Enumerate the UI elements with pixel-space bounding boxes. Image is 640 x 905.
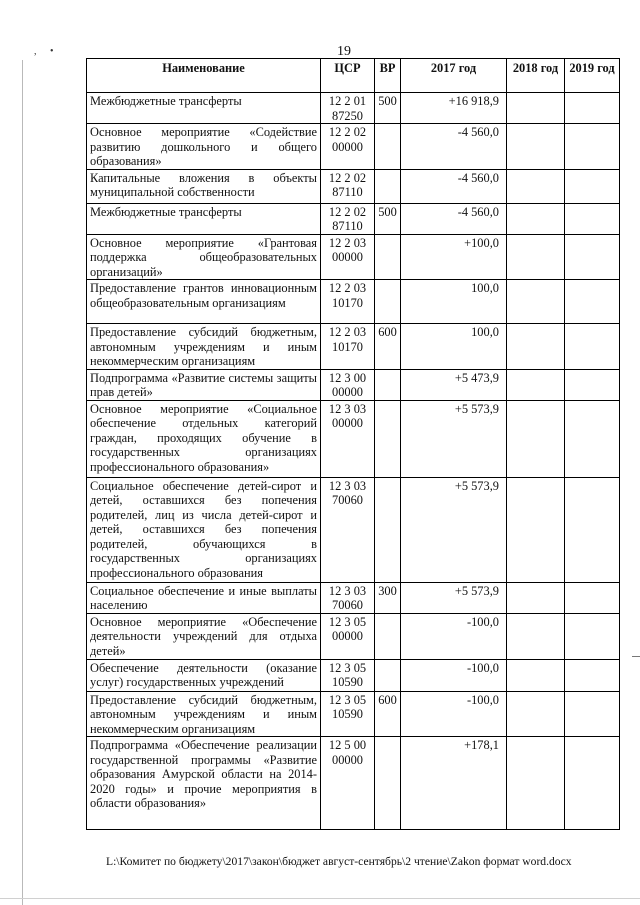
row-name: Основное мероприятие «Содействие развитию дошкольного и общего образования»	[87, 124, 321, 170]
row-vr	[375, 369, 401, 400]
row-2019	[565, 477, 620, 582]
row-name: Предоставление субсидий бюджетным, автономным учреждениям и иным некоммерческим организациям	[87, 691, 321, 737]
row-vr	[375, 280, 401, 324]
row-2017: -4 560,0	[401, 203, 507, 234]
row-2019	[565, 93, 620, 124]
row-name: Основное мероприятие «Социальное обеспечение отдельных категорий граждан, проходящих обучение в государственных организациях профессионального образования»	[87, 400, 321, 477]
row-vr: 300	[375, 582, 401, 613]
row-name: Социальное обеспечение детей-сирот и детей, оставшихся без попечения родителей, лиц из числа детей-сирот и детей, оставшихся без попечения родителей, обучающихся в государственных организациях профессионального образования	[87, 477, 321, 582]
row-name: Основное мероприятие «Грантовая поддержка общеобразовательных организаций»	[87, 234, 321, 280]
table-row	[87, 93, 620, 124]
row-name: Социальное обеспечение и иные выплаты населению	[87, 582, 321, 613]
row-vr	[375, 124, 401, 170]
row-2018	[507, 203, 565, 234]
table-row	[87, 324, 620, 370]
header-2019: 2019 год	[565, 59, 620, 93]
row-2019	[565, 280, 620, 324]
header-row	[87, 59, 620, 93]
row-2017: 100,0	[401, 324, 507, 370]
row-2017: -100,0	[401, 659, 507, 691]
header-2018: 2018 год	[507, 59, 565, 93]
row-name: Предоставление грантов инновационным общеобразовательным организациям	[87, 280, 321, 324]
row-2018	[507, 582, 565, 613]
row-vr	[375, 477, 401, 582]
row-vr: 600	[375, 691, 401, 737]
row-2017: 100,0	[401, 280, 507, 324]
table-row	[87, 737, 620, 830]
row-vr	[375, 659, 401, 691]
header-2017: 2017 год	[401, 59, 507, 93]
row-2018	[507, 400, 565, 477]
table-row	[87, 203, 620, 234]
row-2018	[507, 234, 565, 280]
row-2019	[565, 613, 620, 659]
row-2019	[565, 324, 620, 370]
row-2019	[565, 737, 620, 830]
scan-bottom-edge	[0, 898, 640, 899]
table-row	[87, 613, 620, 659]
row-2017: +16 918,9	[401, 93, 507, 124]
row-2017: +5 573,9	[401, 582, 507, 613]
row-2018	[507, 691, 565, 737]
row-2018	[507, 280, 565, 324]
row-csr: 12 2 03 10170	[321, 280, 375, 324]
row-2017: +5 473,9	[401, 369, 507, 400]
row-2018	[507, 93, 565, 124]
row-vr	[375, 400, 401, 477]
table-row	[87, 234, 620, 280]
row-2019	[565, 659, 620, 691]
page-number: 19	[337, 44, 351, 59]
row-csr: 12 3 05 10590	[321, 691, 375, 737]
table-row	[87, 400, 620, 477]
row-2018	[507, 659, 565, 691]
scan-edge-line	[22, 60, 23, 905]
table-row	[87, 169, 620, 203]
row-vr	[375, 169, 401, 203]
row-csr: 12 3 05 00000	[321, 613, 375, 659]
row-2017: -4 560,0	[401, 169, 507, 203]
row-2017: -4 560,0	[401, 124, 507, 170]
row-vr	[375, 613, 401, 659]
row-csr: 12 5 00 00000	[321, 737, 375, 830]
row-2018	[507, 613, 565, 659]
table-row	[87, 659, 620, 691]
row-2018	[507, 737, 565, 830]
row-csr: 12 3 03 70060	[321, 582, 375, 613]
row-csr: 12 3 03 00000	[321, 400, 375, 477]
row-vr	[375, 234, 401, 280]
row-name: Подпрограмма «Развитие системы защиты прав детей»	[87, 369, 321, 400]
row-vr: 600	[375, 324, 401, 370]
row-name: Капитальные вложения в объекты муниципальной собственности	[87, 169, 321, 203]
row-csr: 12 2 03 00000	[321, 234, 375, 280]
row-name: Предоставление субсидий бюджетным, автономным учреждениям и иным некоммерческим организациям	[87, 324, 321, 370]
row-2019	[565, 234, 620, 280]
row-2018	[507, 369, 565, 400]
row-vr	[375, 737, 401, 830]
row-2019	[565, 400, 620, 477]
header-csr: ЦСР	[321, 59, 375, 93]
scan-edge-tick	[632, 656, 640, 657]
table-row	[87, 369, 620, 400]
row-2019	[565, 691, 620, 737]
row-vr: 500	[375, 93, 401, 124]
row-2018	[507, 477, 565, 582]
row-name: Подпрограмма «Обеспечение реализации государственной программы «Развитие образования Амурской области на 2014-2020 годы» и прочие мероприятия в области образования»	[87, 737, 321, 830]
header-name: Наименование	[87, 59, 321, 93]
table-row	[87, 691, 620, 737]
row-2017: -100,0	[401, 613, 507, 659]
table-row	[87, 582, 620, 613]
table-row	[87, 477, 620, 582]
row-csr: 12 2 02 87110	[321, 203, 375, 234]
row-2017: -100,0	[401, 691, 507, 737]
row-csr: 12 2 02 00000	[321, 124, 375, 170]
row-2017: +178,1	[401, 737, 507, 830]
row-2019	[565, 169, 620, 203]
budget-table	[86, 58, 620, 830]
row-csr: 12 2 01 87250	[321, 93, 375, 124]
row-csr: 12 3 05 10590	[321, 659, 375, 691]
footer-file-path: L:\Комитет по бюджету\2017\закон\бюджет август-сентябрь\2 чтение\Zakon формат word.docx	[106, 855, 572, 868]
scan-mark: ,	[34, 46, 37, 57]
row-name: Обеспечение деятельности (оказание услуг) государственных учреждений	[87, 659, 321, 691]
row-2017: +5 573,9	[401, 400, 507, 477]
row-2019	[565, 124, 620, 170]
table-row	[87, 280, 620, 324]
row-2018	[507, 124, 565, 170]
row-vr: 500	[375, 203, 401, 234]
scan-mark: •	[50, 46, 54, 57]
row-2019	[565, 582, 620, 613]
table-row	[87, 124, 620, 170]
row-2019	[565, 369, 620, 400]
header-vr: ВР	[375, 59, 401, 93]
row-csr: 12 2 03 10170	[321, 324, 375, 370]
row-2019	[565, 203, 620, 234]
row-name: Межбюджетные трансферты	[87, 93, 321, 124]
row-name: Межбюджетные трансферты	[87, 203, 321, 234]
row-csr: 12 3 03 70060	[321, 477, 375, 582]
row-2018	[507, 324, 565, 370]
row-csr: 12 2 02 87110	[321, 169, 375, 203]
row-name: Основное мероприятие «Обеспечение деятельности учреждений для отдыха детей»	[87, 613, 321, 659]
row-2018	[507, 169, 565, 203]
row-2017: +100,0	[401, 234, 507, 280]
row-csr: 12 3 00 00000	[321, 369, 375, 400]
row-2017: +5 573,9	[401, 477, 507, 582]
